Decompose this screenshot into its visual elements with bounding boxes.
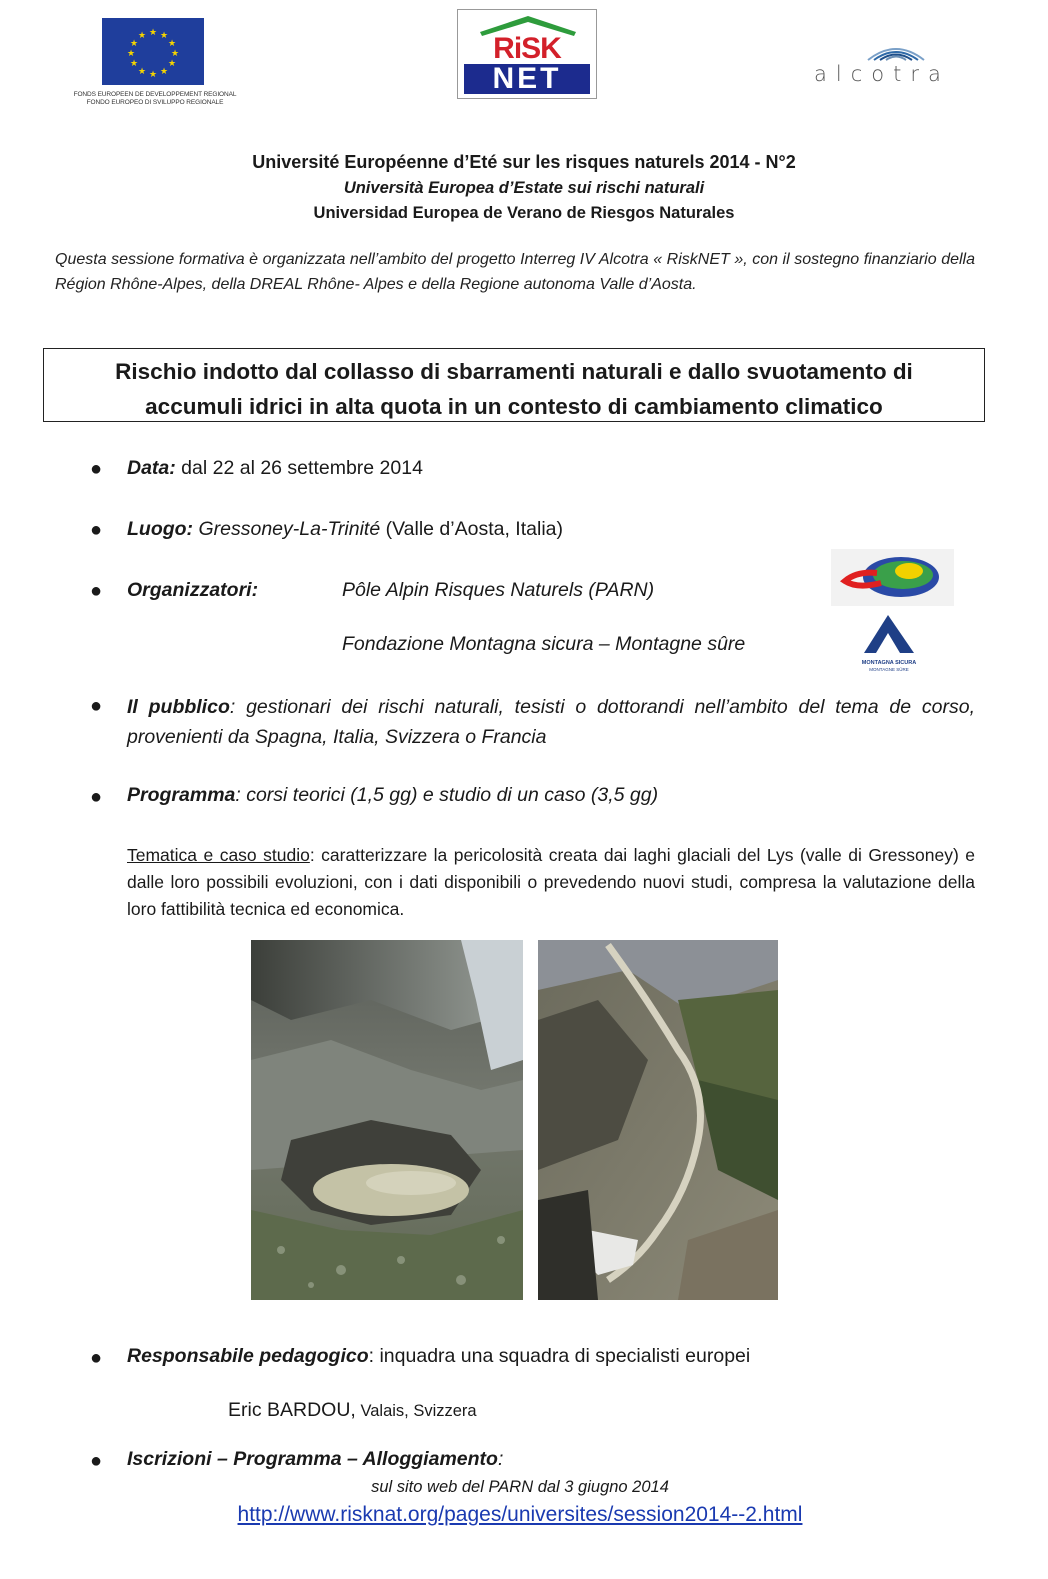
course-title <box>44 354 984 424</box>
svg-text:★: ★ <box>126 49 136 59</box>
svg-text:★: ★ <box>137 31 147 41</box>
svg-text:★: ★ <box>129 59 139 69</box>
title-es: Universidad Europea de Verano de Riesgos Naturales <box>313 204 735 222</box>
course-title-box <box>43 348 985 422</box>
eu-stars-icon <box>102 18 204 85</box>
responsabile-value: : inquadra una squadra di specialisti europei <box>368 1345 751 1367</box>
luogo-region: (Valle d’Aosta, Italia) <box>380 518 563 540</box>
pubblico-item <box>127 692 975 752</box>
title-fr: Université Européenne d’Eté sur les risques naturels 2014 - N°2 <box>252 152 796 172</box>
alcotra-logo-text: alcotra <box>814 62 950 86</box>
bullet: ● <box>90 458 103 480</box>
course-title-line-1: Rischio indotto dal collasso di sbarramenti naturali e dallo svuotamento di <box>115 359 913 384</box>
eu-flag-logo <box>102 18 204 85</box>
course-title-line-2: accumuli idrici in alta quota in un contesto di cambiamento climatico <box>145 394 883 419</box>
parn-logo <box>831 549 954 606</box>
eu-caption <box>72 91 238 107</box>
eu-caption-fr: FONDS EUROPEEN DE DEVELOPPEMENT REGIONAL <box>73 91 237 98</box>
intro-paragraph: Questa sessione formativa è organizzata nell’ambito del progetto Interreg IV Alcotra « RiskNET », con il sostegno finanziario della Région Rhône-Alpes, della DREAL Rhône- Alpes e della Regione autonoma Valle d’Aosta. <box>55 251 975 293</box>
bullet: ● <box>90 1347 103 1369</box>
title-it: Università Europea d’Estate sui rischi naturali <box>343 179 705 197</box>
valley-aerial-photo <box>538 940 778 1300</box>
risknet-logo-bottom: NET <box>492 62 562 95</box>
bullet: ● <box>90 786 103 808</box>
bullet: ● <box>90 580 103 602</box>
responsabile-person <box>228 1399 477 1422</box>
tematica-value: : caratterizzare la pericolosità creata dai laghi glaciali del Lys (valle di Gressoney) e dalle loro possibili evoluzioni, con i dati disponibili o prevedendo nuovi studi, compresa la valutazione della loro fattibilità tecnica ed economica. <box>127 845 975 919</box>
bullet: ● <box>90 695 103 717</box>
programma-item <box>127 784 658 807</box>
pubblico-value: : gestionari dei rischi naturali, tesisti o dottorandi nell’ambito del tema de corso, provenienti da Spagna, Italia, Svizzera o Francia <box>127 696 975 748</box>
organizzatori-label <box>127 579 258 602</box>
iscrizioni-colon: : <box>497 1448 504 1470</box>
mountain-icon <box>858 611 920 655</box>
responsabile-item <box>127 1345 750 1368</box>
bullet: ● <box>90 1450 103 1472</box>
iscrizioni-label: Iscrizioni – Programma – Alloggiamento <box>127 1448 498 1470</box>
tematica-label: Tematica e caso studio <box>127 845 310 865</box>
luogo-item <box>127 518 563 541</box>
montagne-sure-logo-text: MONTAGNE SÛRE <box>869 667 909 672</box>
organizer-parn: Pôle Alpin Risques Naturels (PARN) <box>342 579 655 601</box>
svg-text:★: ★ <box>148 28 158 38</box>
programma-value: : corsi teorici (1,5 gg) e studio di un caso (3,5 gg) <box>235 784 659 806</box>
glacial-lake-photo <box>251 940 523 1300</box>
svg-text:★: ★ <box>167 39 177 49</box>
luogo-place: Gressoney-La-Trinité <box>193 518 381 540</box>
eu-caption-it: FONDO EUROPEO DI SVILUPPO REGIONALE <box>86 99 224 106</box>
person-name: Eric BARDOU, <box>228 1399 356 1421</box>
svg-text:★: ★ <box>159 31 169 41</box>
registration-link[interactable]: http://www.risknat.org/pages/universites/session2014--2.html <box>237 1503 803 1526</box>
risknet-logo-top: RiSK <box>493 32 561 65</box>
svg-text:★: ★ <box>159 67 169 77</box>
svg-text:★: ★ <box>137 67 147 77</box>
data-item <box>127 457 423 480</box>
programma-label: Programma <box>127 784 236 806</box>
data-value: dal 22 al 26 settembre 2014 <box>175 457 423 479</box>
responsabile-label: Responsabile pedagogico <box>127 1345 369 1367</box>
person-place: Valais, Svizzera <box>355 1402 477 1420</box>
svg-text:★: ★ <box>148 70 158 80</box>
bullet: ● <box>90 519 103 541</box>
pubblico-label: Il pubblico <box>127 696 230 718</box>
iscrizioni-subtitle: sul sito web del PARN dal 3 giugno 2014 <box>371 1478 669 1496</box>
tematica-paragraph <box>127 842 975 923</box>
svg-text:★: ★ <box>129 39 139 49</box>
iscrizioni-item <box>127 1448 503 1471</box>
data-label: Data: <box>127 457 176 479</box>
luogo-label: Luogo: <box>127 518 194 540</box>
montagna-sicura-logo-text: MONTAGNA SICURA <box>861 660 917 666</box>
svg-text:★: ★ <box>170 49 180 59</box>
svg-text:★: ★ <box>167 59 177 69</box>
montagna-sicura-logo <box>858 611 920 671</box>
organizzatori-label-text: Organizzatori: <box>127 579 259 601</box>
risknet-logo <box>457 9 597 99</box>
organizer-montagna-sicura: Fondazione Montagna sicura – Montagne sûre <box>342 633 746 655</box>
